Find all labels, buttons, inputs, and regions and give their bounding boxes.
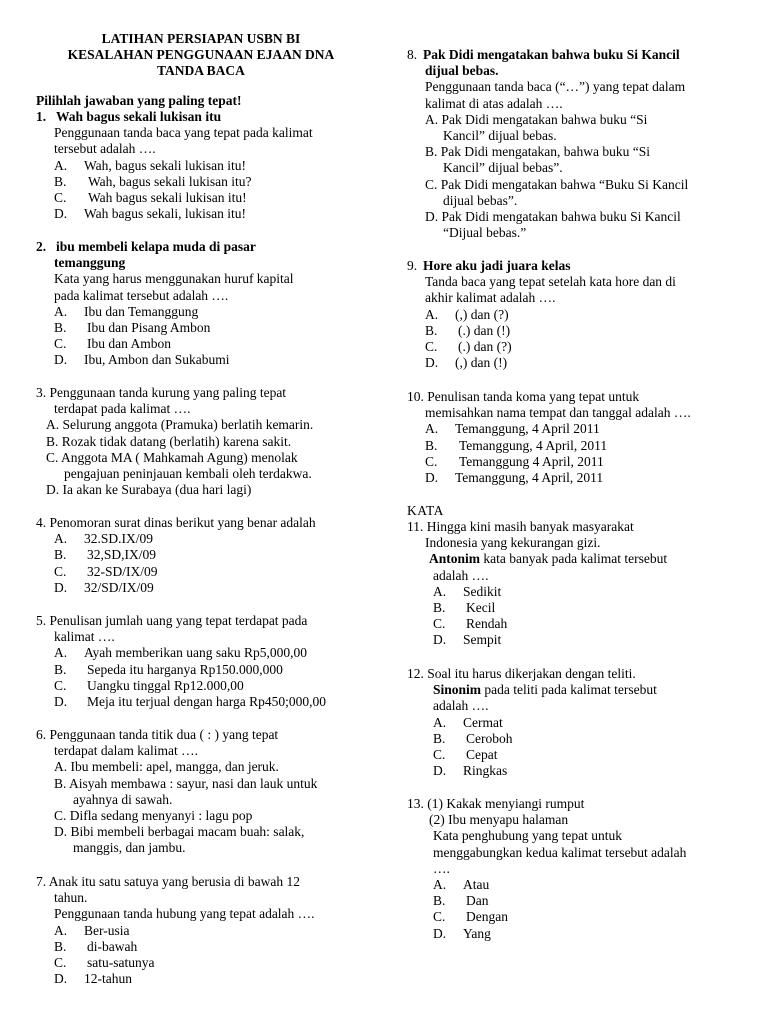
question-stem-cont: dijual bebas. <box>425 63 499 79</box>
option-d[interactable]: D. Yang <box>433 925 491 941</box>
option-c[interactable]: C. Rendah <box>433 616 508 632</box>
question-text-cont: adalah …. <box>433 698 489 714</box>
option-d-cont: “Dijual bebas.” <box>443 225 527 241</box>
option-a[interactable]: A. Selurung anggota (Pramuka) berlatih kemarin. <box>46 417 314 433</box>
question-number: 2. <box>36 239 47 254</box>
question-stem-cont: terdapat dalam kalimat …. <box>54 743 198 759</box>
question-10 <box>407 389 757 486</box>
option-a[interactable]: A. Atau <box>433 877 490 893</box>
question-stem: Pak Didi mengatakan bahwa buku Si Kancil <box>423 47 680 62</box>
question-8 <box>407 47 757 241</box>
option-b[interactable]: B. di-bawah <box>54 938 138 954</box>
question-stem-cont: terdapat pada kalimat …. <box>54 401 191 417</box>
option-a[interactable]: A. Temanggung, 4 April 2011 <box>425 421 600 437</box>
question-stem-cont: temanggung <box>54 255 126 271</box>
option-b-cont: ayahnya di sawah. <box>73 791 173 807</box>
title-line-3: TANDA BACA <box>157 63 245 78</box>
question-stem: 12. Soal itu harus dikerjakan dengan teliti. <box>407 666 636 681</box>
option-a[interactable]: A. Ayah memberikan uang saku Rp5,000,00 <box>54 645 307 661</box>
question-11 <box>407 519 757 649</box>
question-12 <box>407 666 757 779</box>
option-a[interactable]: A. Wah, bagus sekali lukisan itu! <box>54 157 247 173</box>
question-number: 9. <box>407 258 418 273</box>
option-c-cont: pengajuan peninjauan kembali oleh terdakwa. <box>64 466 312 482</box>
option-a[interactable]: A. Sedikit <box>433 583 502 599</box>
question-text: akhir kalimat adalah …. <box>425 290 556 306</box>
option-d[interactable]: D. Sempit <box>433 632 502 648</box>
question-stem-cont: tahun. <box>54 890 88 906</box>
option-a[interactable]: A. Cermat <box>433 714 503 730</box>
question-stem: 7. Anak itu satu satuya yang berusia di bawah 12 <box>36 874 300 889</box>
option-b[interactable]: B. (.) dan (!) <box>425 322 511 338</box>
title-line-2: KESALAHAN PENGGUNAAN EJAAN DNA <box>67 47 335 62</box>
keyword: Sinonim <box>433 682 482 698</box>
question-number: 1. <box>36 109 47 124</box>
option-b[interactable]: B. 32,SD,IX/09 <box>54 547 157 563</box>
option-c[interactable]: C. Uangku tinggal Rp12.000,00 <box>54 677 244 693</box>
option-b[interactable]: B. Wah, bagus sekali lukisan itu? <box>54 173 252 189</box>
question-stem: Hore aku jadi juara kelas <box>423 258 571 273</box>
question-stem-cont: kalimat …. <box>54 629 115 645</box>
option-a[interactable]: A. Ibu dan Temanggung <box>54 303 199 319</box>
option-a[interactable]: A. Pak Didi mengatakan bahwa buku “Si <box>425 111 648 127</box>
question-text: tersebut adalah …. <box>54 141 156 157</box>
question-text: Kata yang harus menggunakan huruf kapital <box>54 271 294 287</box>
question-text: Tanda baca yang tepat setelah kata hore dan di <box>425 274 676 290</box>
question-text: Sinonim pada teliti pada kalimat tersebut <box>433 682 657 698</box>
question-5 <box>36 613 366 710</box>
keyword: Antonim <box>429 551 481 567</box>
question-stem-cont: Indonesia yang kekurangan gizi. <box>425 535 601 551</box>
question-7 <box>36 874 366 987</box>
question-text: Penggunaan tanda baca yang tepat pada kalimat <box>54 125 313 141</box>
question-stem-cont: (2) Ibu menyapu halaman <box>429 812 569 828</box>
question-stem: ibu membeli kelapa muda di pasar <box>56 239 256 254</box>
title-line-1: LATIHAN PERSIAPAN USBN BI <box>101 31 301 46</box>
question-text: Penggunaan tanda baca (“…”) yang tepat dalam <box>425 79 686 95</box>
option-b[interactable]: B. Pak Didi mengatakan, bahwa buku “Si <box>425 144 650 160</box>
question-6 <box>36 727 366 857</box>
question-stem-cont: memisahkan nama tempat dan tanggal adalah …. <box>425 405 691 421</box>
option-c[interactable]: C. Cepat <box>433 747 498 763</box>
option-d[interactable]: D. Pak Didi mengatakan bahwa buku Si Kancil <box>425 209 681 225</box>
option-a-cont: Kancil” dijual bebas. <box>443 128 557 144</box>
option-a[interactable]: A. Ibu membeli: apel, mangga, dan jeruk. <box>54 759 279 775</box>
option-b[interactable]: B. Ibu dan Pisang Ambon <box>54 320 211 336</box>
option-d[interactable]: D. Ringkas <box>433 763 508 779</box>
option-b-cont: Kancil” dijual bebas”. <box>443 160 563 176</box>
option-d-cont: manggis, dan jambu. <box>73 840 186 856</box>
question-text: pada kalimat tersebut adalah …. <box>54 287 229 303</box>
option-c[interactable]: C. 32-SD/IX/09 <box>54 563 158 579</box>
option-d[interactable]: D. Temanggung, 4 April, 2011 <box>425 470 604 486</box>
option-c[interactable]: C. Ibu dan Ambon <box>54 336 171 352</box>
option-b[interactable]: B. Dan <box>433 893 489 909</box>
section-heading <box>407 503 757 519</box>
option-d[interactable]: D. 32/SD/IX/09 <box>54 579 154 595</box>
option-c[interactable]: C. Pak Didi mengatakan bahwa “Buku Si Kancil <box>425 176 689 192</box>
option-b[interactable]: B. Sepeda itu harganya Rp150.000,000 <box>54 661 283 677</box>
option-a[interactable]: A. Ber-usia <box>54 922 130 938</box>
option-c[interactable]: C. Dengan <box>433 909 508 925</box>
option-c[interactable]: C. (.) dan (?) <box>425 339 512 355</box>
question-stem: 6. Penggunaan tanda titik dua ( : ) yang tepat <box>36 727 279 742</box>
question-text: Antonim kata banyak pada kalimat tersebut <box>429 551 668 567</box>
question-2 <box>36 239 366 369</box>
option-d[interactable]: D. Bibi membeli berbagai macam buah: salak, <box>54 824 305 840</box>
option-c-cont: dijual bebas”. <box>443 192 518 208</box>
option-d[interactable]: D. Ia akan ke Surabaya (dua hari lagi) <box>46 482 252 498</box>
question-number: 8. <box>407 47 418 62</box>
option-d[interactable]: D. Ibu, Ambon dan Sukabumi <box>54 352 230 368</box>
instruction-text: Pilihlah jawaban yang paling tepat! <box>36 93 242 108</box>
question-stem: 10. Penulisan tanda koma yang tepat untuk <box>407 389 640 404</box>
document-title <box>36 31 366 79</box>
question-text: Penggunaan tanda hubung yang tepat adalah …. <box>54 906 315 922</box>
question-1-stem <box>36 109 366 125</box>
option-b[interactable]: B. Kecil <box>433 600 496 616</box>
option-c[interactable]: C. Anggota MA ( Mahkamah Agung) menolak <box>46 449 298 465</box>
question-3 <box>36 385 366 498</box>
section-heading-text: KATA <box>407 503 444 518</box>
question-text: Kata penghubung yang tepat untuk <box>433 828 622 844</box>
option-d[interactable]: D. (,) dan (!) <box>425 355 508 371</box>
question-2-stem <box>36 239 366 255</box>
question-9 <box>407 258 757 371</box>
option-d[interactable]: D. Wah bagus sekali, lukisan itu! <box>54 206 247 222</box>
question-text: kalimat di atas adalah …. <box>425 95 563 111</box>
option-b[interactable]: B. Ceroboh <box>433 730 513 746</box>
option-c[interactable]: C. satu-satunya <box>54 955 155 971</box>
option-c[interactable]: C. Wah bagus sekali lukisan itu! <box>54 190 247 206</box>
option-a[interactable]: A. (,) dan (?) <box>425 306 509 322</box>
question-stem: 11. Hingga kini masih banyak masyarakat <box>407 519 634 534</box>
question-13 <box>407 796 757 942</box>
question-stem: Wah bagus sekali lukisan itu <box>56 109 222 124</box>
option-d[interactable]: D. 12-tahun <box>54 971 132 987</box>
option-c[interactable]: C. Difla sedang menyanyi : lagu pop <box>54 808 253 824</box>
question-8-stem <box>407 47 757 63</box>
question-1 <box>36 109 366 222</box>
question-stem: 5. Penulisan jumlah uang yang tepat terdapat pada <box>36 613 308 628</box>
question-text-cont: adalah …. <box>433 567 489 583</box>
option-b[interactable]: B. Aisyah membawa : sayur, nasi dan lauk untuk <box>54 775 318 791</box>
question-4 <box>36 515 366 596</box>
instruction <box>36 93 366 109</box>
option-a[interactable]: A. 32.SD.IX/09 <box>54 531 154 547</box>
question-text: …. <box>433 860 450 876</box>
option-d[interactable]: D. Meja itu terjual dengan harga Rp450;000,00 <box>54 694 326 710</box>
question-text: menggabungkan kedua kalimat tersebut adalah <box>433 844 687 860</box>
question-9-stem <box>407 258 757 274</box>
question-stem: 4. Penomoran surat dinas berikut yang benar adalah <box>36 515 316 530</box>
question-stem: 13. (1) Kakak menyiangi rumput <box>407 796 585 811</box>
option-b[interactable]: B. Temanggung, 4 April, 2011 <box>425 437 608 453</box>
question-stem: 3. Penggunaan tanda kurung yang paling tepat <box>36 385 287 400</box>
option-b[interactable]: B. Rozak tidak datang (berlatih) karena sakit. <box>46 433 292 449</box>
option-c[interactable]: C. Temanggung 4 April, 2011 <box>425 453 604 469</box>
